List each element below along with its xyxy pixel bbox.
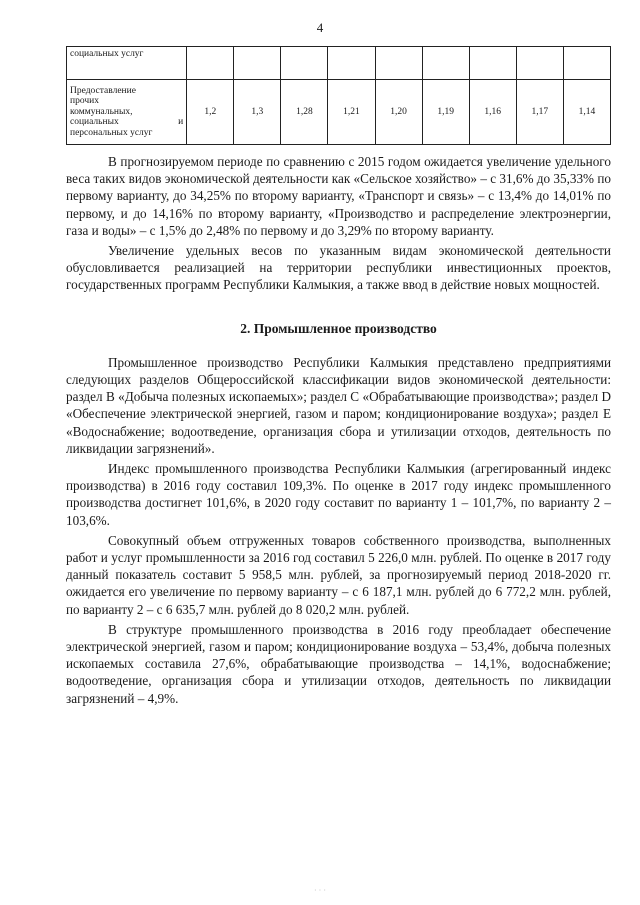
- value-cell: 1,20: [375, 80, 422, 145]
- value-cell: 1,17: [516, 80, 563, 145]
- paragraph: Промышленное производство Республики Калмыкия представлено предприятиями следующих разделов Общероссийской классификации видов экономической деятельности: раздел B «Добыча полезных ископаемых»; раздел C «Обрабатывающие производства»; раздел D «Обеспечение электрической энергией, газом и паром; кондиционирование воздуха»; раздел E «Водоснабжение; водоотведение, организация сбора и утилизации отходов, деятельность по ликвидации загрязнений».: [66, 354, 611, 456]
- indicator-table: [66, 46, 611, 145]
- footer-mark: · · ·: [314, 886, 326, 895]
- value-cell: [422, 47, 469, 80]
- row-label-line: прочих: [70, 96, 99, 107]
- section-heading: 2. Промышленное производство: [240, 320, 437, 336]
- value-cell: 1,19: [422, 80, 469, 145]
- document-body: [66, 153, 611, 710]
- paragraph: Совокупный объем отгруженных товаров собственного производства, выполненных работ и услуг промышленности за 2016 год составил 5 226,0 млн. рублей. По оценке в 2017 году данный показатель составит 5 958,5 млн. рублей, за прогнозируемый период 2018-2020 гг. ожидается его увеличение по первому варианту – с 6 187,1 млн. рублей до 6 772,2 млн. рублей, по варианту 2 – с 6 635,7 млн. рублей до 8 020,2 млн. рублей.: [66, 532, 611, 617]
- paragraph: Увеличение удельных весов по указанным видам экономической деятельности обусловливается реализацией на территории республики инвестиционных проектов, государственных программ Республики Калмыкия, а также ввод в действие новых мощностей.: [66, 243, 611, 293]
- value-cell: [281, 47, 328, 80]
- value-cell: 1,28: [281, 80, 328, 145]
- row-label-cell: [67, 47, 187, 80]
- value-cell: [234, 47, 281, 80]
- page-number: 4: [316, 20, 324, 35]
- row-label-line: коммунальных,: [70, 106, 133, 117]
- row-label-line: персональных услуг: [70, 127, 153, 138]
- row-label-line: социальных услуг: [70, 49, 144, 59]
- value-cell: 1,2: [187, 80, 234, 145]
- table-row: [67, 80, 611, 145]
- value-cell: [328, 47, 375, 80]
- value-cell: [375, 47, 422, 80]
- value-cell: [516, 47, 563, 80]
- value-cell: [563, 47, 610, 80]
- paragraph: В прогнозируемом периоде по сравнению с 2015 годом ожидается увеличение удельного веса таких видов экономической деятельности как «Сельское хозяйство» – с 31,6% до 35,33% по первому варианту, до 34,25% по второму варианту, «Транспорт и связь» – с 13,4% до 14,01% по первому, и до 14,16% по второму варианту, «Производство и распределение электроэнергии, газа и воды» – с 1,5% до 2,48% по первому и до 3,29% по второму варианту.: [66, 154, 611, 238]
- table-row: [67, 47, 611, 80]
- value-cell: 1,16: [469, 80, 516, 145]
- value-cell: 1,3: [234, 80, 281, 145]
- row-label-line: социальных и: [70, 117, 184, 128]
- value-cell: [469, 47, 516, 80]
- row-label-cell: [67, 80, 187, 145]
- paragraph: Индекс промышленного производства Республики Калмыкия (агрегированный индекс производства) в 2016 году составил 109,3%. По оценке в 2017 году индекс промышленного производства достигнет 101,6%, в 2020 году составит по варианту 1 – 101,7%, по варианту 2 – 103,6%.: [66, 461, 611, 528]
- value-cell: 1,21: [328, 80, 375, 145]
- row-label-line: Предоставление: [70, 85, 136, 96]
- value-cell: [187, 47, 234, 80]
- paragraph: В структуре промышленного производства в 2016 году преобладает обеспечение электрической энергией, газом и паром; кондиционирование воздуха – 53,4%, добыча полезных ископаемых составила 27,6%, обрабатывающие производства – 14,1%, водоснабжение; водоотведение, организация сбора и утилизации отходов, деятельность по ликвидации загрязнений – 4,9%.: [66, 621, 611, 706]
- value-cell: 1,14: [563, 80, 610, 145]
